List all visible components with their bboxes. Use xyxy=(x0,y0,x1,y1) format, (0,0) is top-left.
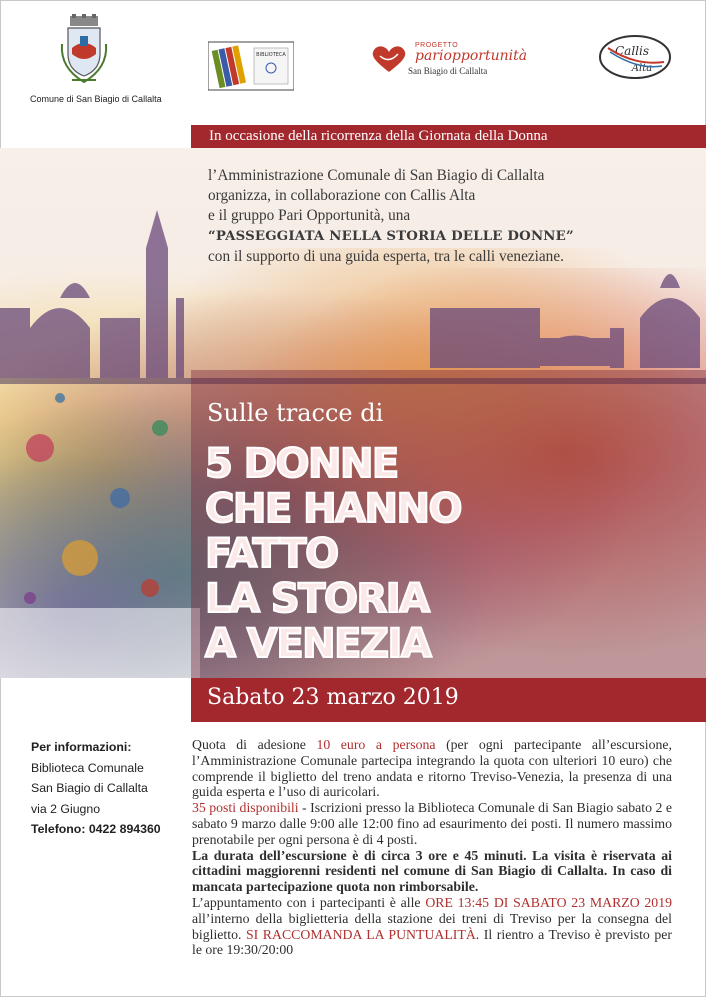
biblioteca-logo xyxy=(208,40,294,92)
details-paragraph-duration: La durata dell’escursione è di circa 3 ore e 45 minuti. La visita è riservata ai cittadini maggiorenni residenti nel comune di San Biagio di Callalta. In caso di mancata partecipazione quota non rimborsabile. xyxy=(192,847,672,895)
headline-subtitle: Sulle tracce di xyxy=(207,399,384,427)
occasion-banner xyxy=(191,125,706,148)
intro-event-title: “PASSEGGIATA NELLA STORIA DELLE DONNE” xyxy=(208,228,574,244)
po-progetto-label: PROGETTO xyxy=(415,42,459,49)
fee-description: (per ogni partecipante all’escursione, l’Amministrazione Comunale partecipa integrando la quota con ulteriori 10 euro) che comprende il biglietto del treno andata e ritorno Treviso-Venezia, la presenza di una guida esperta e l’uso di auricolari. xyxy=(192,737,672,800)
info-phone: Telefono: 0422 894360 xyxy=(31,822,161,836)
callis-alta-icon xyxy=(598,34,672,80)
meeting-time: ORE 13:45 DI SABATO 23 MARZO 2019 xyxy=(425,894,672,910)
registration-text: - Iscrizioni presso la Biblioteca Comunale di San Biagio sabato 2 e sabato 9 marzo dalle 9:00 alle 12:00 fino ad esaurimento dei posti. Il numero massimo prenotabile per ogni persona è di 4 posti. xyxy=(192,800,672,847)
heart-icon xyxy=(370,44,408,74)
info-line: Biblioteca Comunale xyxy=(31,760,144,775)
occasion-text: In occasione della ricorrenza della Giornata della Donna xyxy=(209,128,548,144)
fee-text: Quota di adesione xyxy=(192,737,317,752)
intro-line-1: l’Amministrazione Comunale di San Biagio di Callalta xyxy=(208,167,545,184)
return-time: . Il rientro a Treviso è previsto per le ore 19:30/20:00 xyxy=(192,926,672,958)
contact-info xyxy=(31,737,181,840)
svg-text:Callis: Callis xyxy=(614,44,650,58)
info-line: San Biagio di Callalta xyxy=(31,781,148,795)
comune-caption: Comune di San Biagio di Callalta xyxy=(30,94,162,104)
headline-title xyxy=(205,442,461,667)
books-icon xyxy=(208,40,294,92)
details-paragraph-fee xyxy=(192,737,672,800)
event-date: Sabato 23 marzo 2019 xyxy=(207,685,459,710)
pari-opportunita-logo xyxy=(370,40,528,80)
headline-line: A VENEZIA xyxy=(205,621,431,667)
callis-alta-logo xyxy=(598,34,672,80)
punctuality-note: SI RACCOMANDA LA PUNTUALITÀ xyxy=(245,926,476,942)
headline-line: CHE HANNO xyxy=(205,486,461,532)
po-name: pariopportunità xyxy=(415,48,528,64)
intro-line-3: e il gruppo Pari Opportunità, una xyxy=(208,207,411,225)
meeting-text: L’appuntamento con i partecipanti è alle xyxy=(192,894,426,910)
intro-text xyxy=(208,166,688,267)
meeting-place: all’interno della biglietteria della stazione dei treni di Treviso per la consegna del biglietto. xyxy=(192,910,672,942)
details-paragraph-seats xyxy=(192,800,672,847)
intro-line-2: organizza, in collaborazione con Callis Alta xyxy=(208,187,476,205)
comune-crest-icon xyxy=(58,14,110,88)
intro-line-5: con il supporto di una guida esperta, tra le calli veneziane. xyxy=(208,247,564,265)
svg-text:Alta: Alta xyxy=(631,63,653,74)
headline-line: LA STORIA xyxy=(205,576,429,622)
info-heading: Per informazioni: xyxy=(31,740,132,754)
headline-line: FATTO xyxy=(205,531,338,577)
headline-line: 5 DONNE xyxy=(205,441,398,487)
event-details xyxy=(192,737,672,958)
comune-logo xyxy=(30,14,162,108)
date-banner xyxy=(191,678,706,722)
po-subtitle: San Biagio di Callalta xyxy=(408,66,488,76)
svg-text:BIBLIOTECA: BIBLIOTECA xyxy=(256,52,286,58)
info-line: via 2 Giugno xyxy=(31,801,101,816)
fee-amount: 10 euro a persona xyxy=(316,737,436,752)
seats-available: 35 posti disponibili xyxy=(192,800,299,816)
details-paragraph-meeting xyxy=(192,895,672,958)
